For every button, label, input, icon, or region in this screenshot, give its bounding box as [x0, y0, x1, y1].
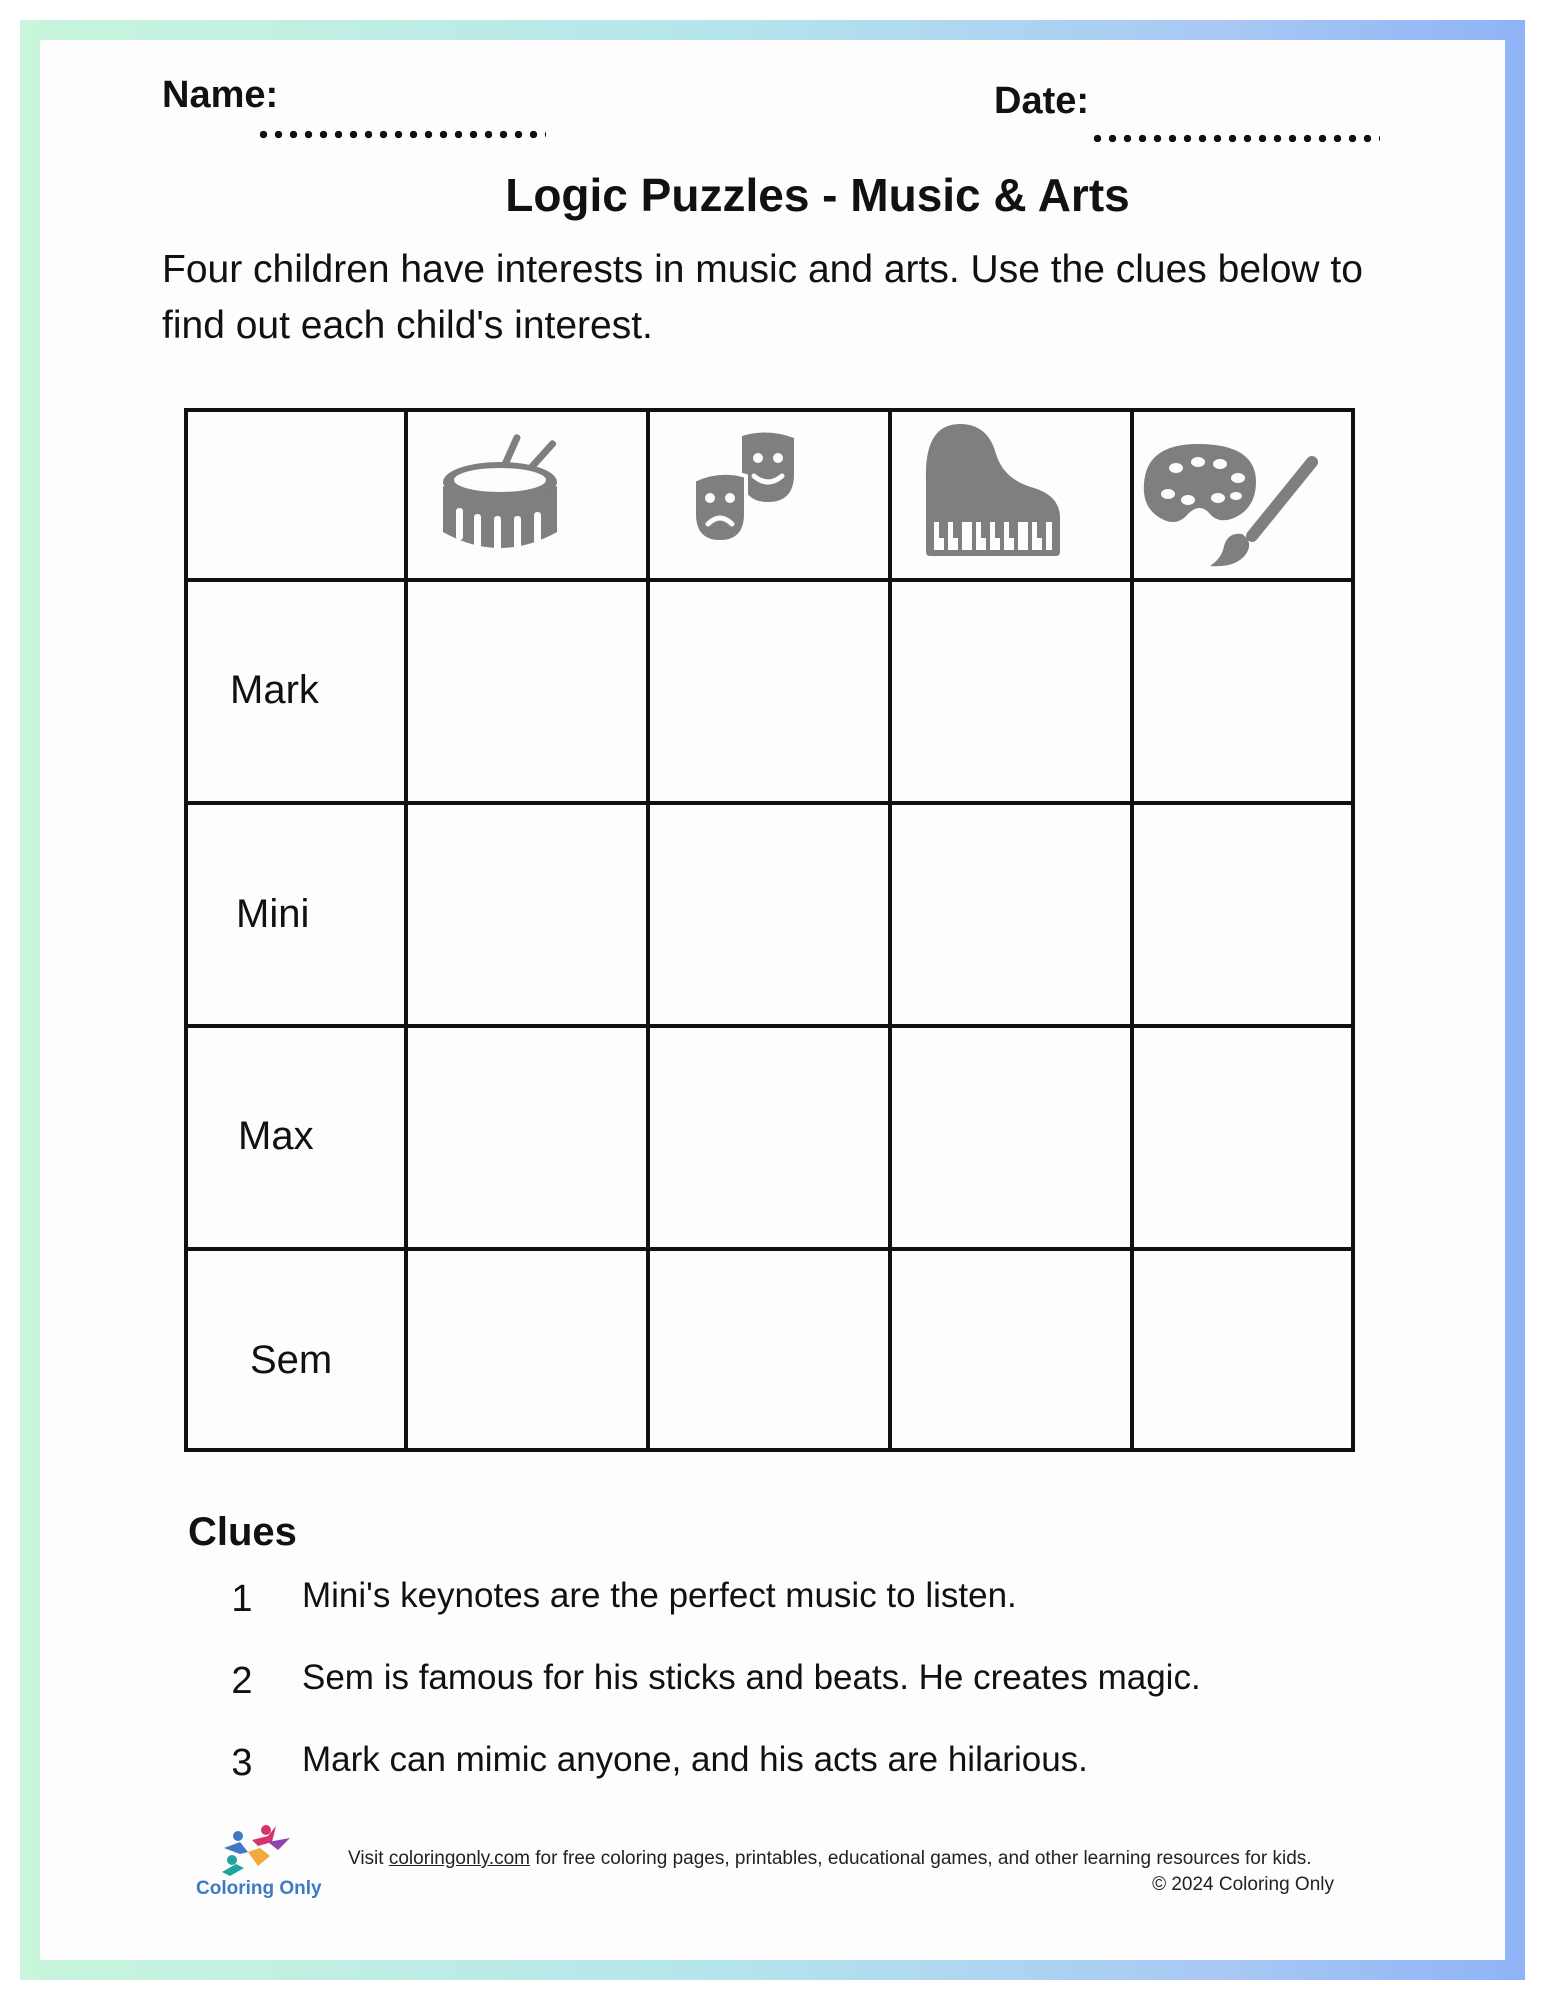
grid-line	[184, 1024, 1355, 1028]
footer-rest: for free coloring pages, printables, educational games, and other learning resources for kids.	[530, 1848, 1312, 1869]
page-title: Logic Puzzles - Music & Arts	[505, 169, 1130, 221]
clue-text: Mini's keynotes are the perfect music to listen.	[302, 1576, 1017, 1615]
grid-line	[184, 408, 1355, 412]
logo-text: Coloring Only	[196, 1878, 322, 1899]
name-write-line[interactable]	[256, 130, 546, 139]
row-name: Mini	[236, 892, 310, 936]
grid-line	[404, 408, 408, 1452]
clue-text: Sem is famous for his sticks and beats. He creates magic.	[302, 1658, 1201, 1697]
grid-line	[1130, 408, 1134, 1452]
intro-text: Four children have interests in music and arts. Use the clues below to find out each child's interest.	[162, 248, 1363, 347]
clue-number: 3	[231, 1742, 253, 1784]
row-name: Max	[238, 1114, 314, 1158]
name-label: Name:	[162, 74, 279, 116]
grid-line	[184, 408, 188, 1452]
grid-line	[184, 1448, 1355, 1452]
clues-heading: Clues	[188, 1510, 297, 1554]
drum-icon	[440, 428, 580, 558]
footer-visit: Visit	[348, 1848, 389, 1869]
row-name: Sem	[250, 1338, 333, 1382]
footer-copyright: © 2024 Coloring Only	[1152, 1874, 1334, 1895]
grid-line	[646, 408, 650, 1452]
date-write-line[interactable]	[1090, 134, 1380, 143]
clue-number: 1	[231, 1578, 253, 1620]
clue-number: 2	[231, 1660, 253, 1702]
grand-piano-icon	[918, 418, 1068, 558]
row-name: Mark	[230, 668, 319, 712]
footer-note	[348, 1848, 1312, 1870]
date-label: Date:	[994, 80, 1090, 122]
theater-masks-icon	[690, 430, 820, 550]
grid-line	[184, 578, 1355, 582]
grid-line	[1351, 408, 1355, 1452]
grid-line	[888, 408, 892, 1452]
coloring-only-logo-icon	[218, 1822, 298, 1878]
grid-line	[184, 1247, 1355, 1251]
clue-text: Mark can mimic anyone, and his acts are hilarious.	[302, 1740, 1088, 1779]
grid-line	[184, 801, 1355, 805]
footer-link[interactable]: coloringonly.com	[388, 1848, 530, 1869]
palette-brush-icon	[1138, 438, 1328, 568]
